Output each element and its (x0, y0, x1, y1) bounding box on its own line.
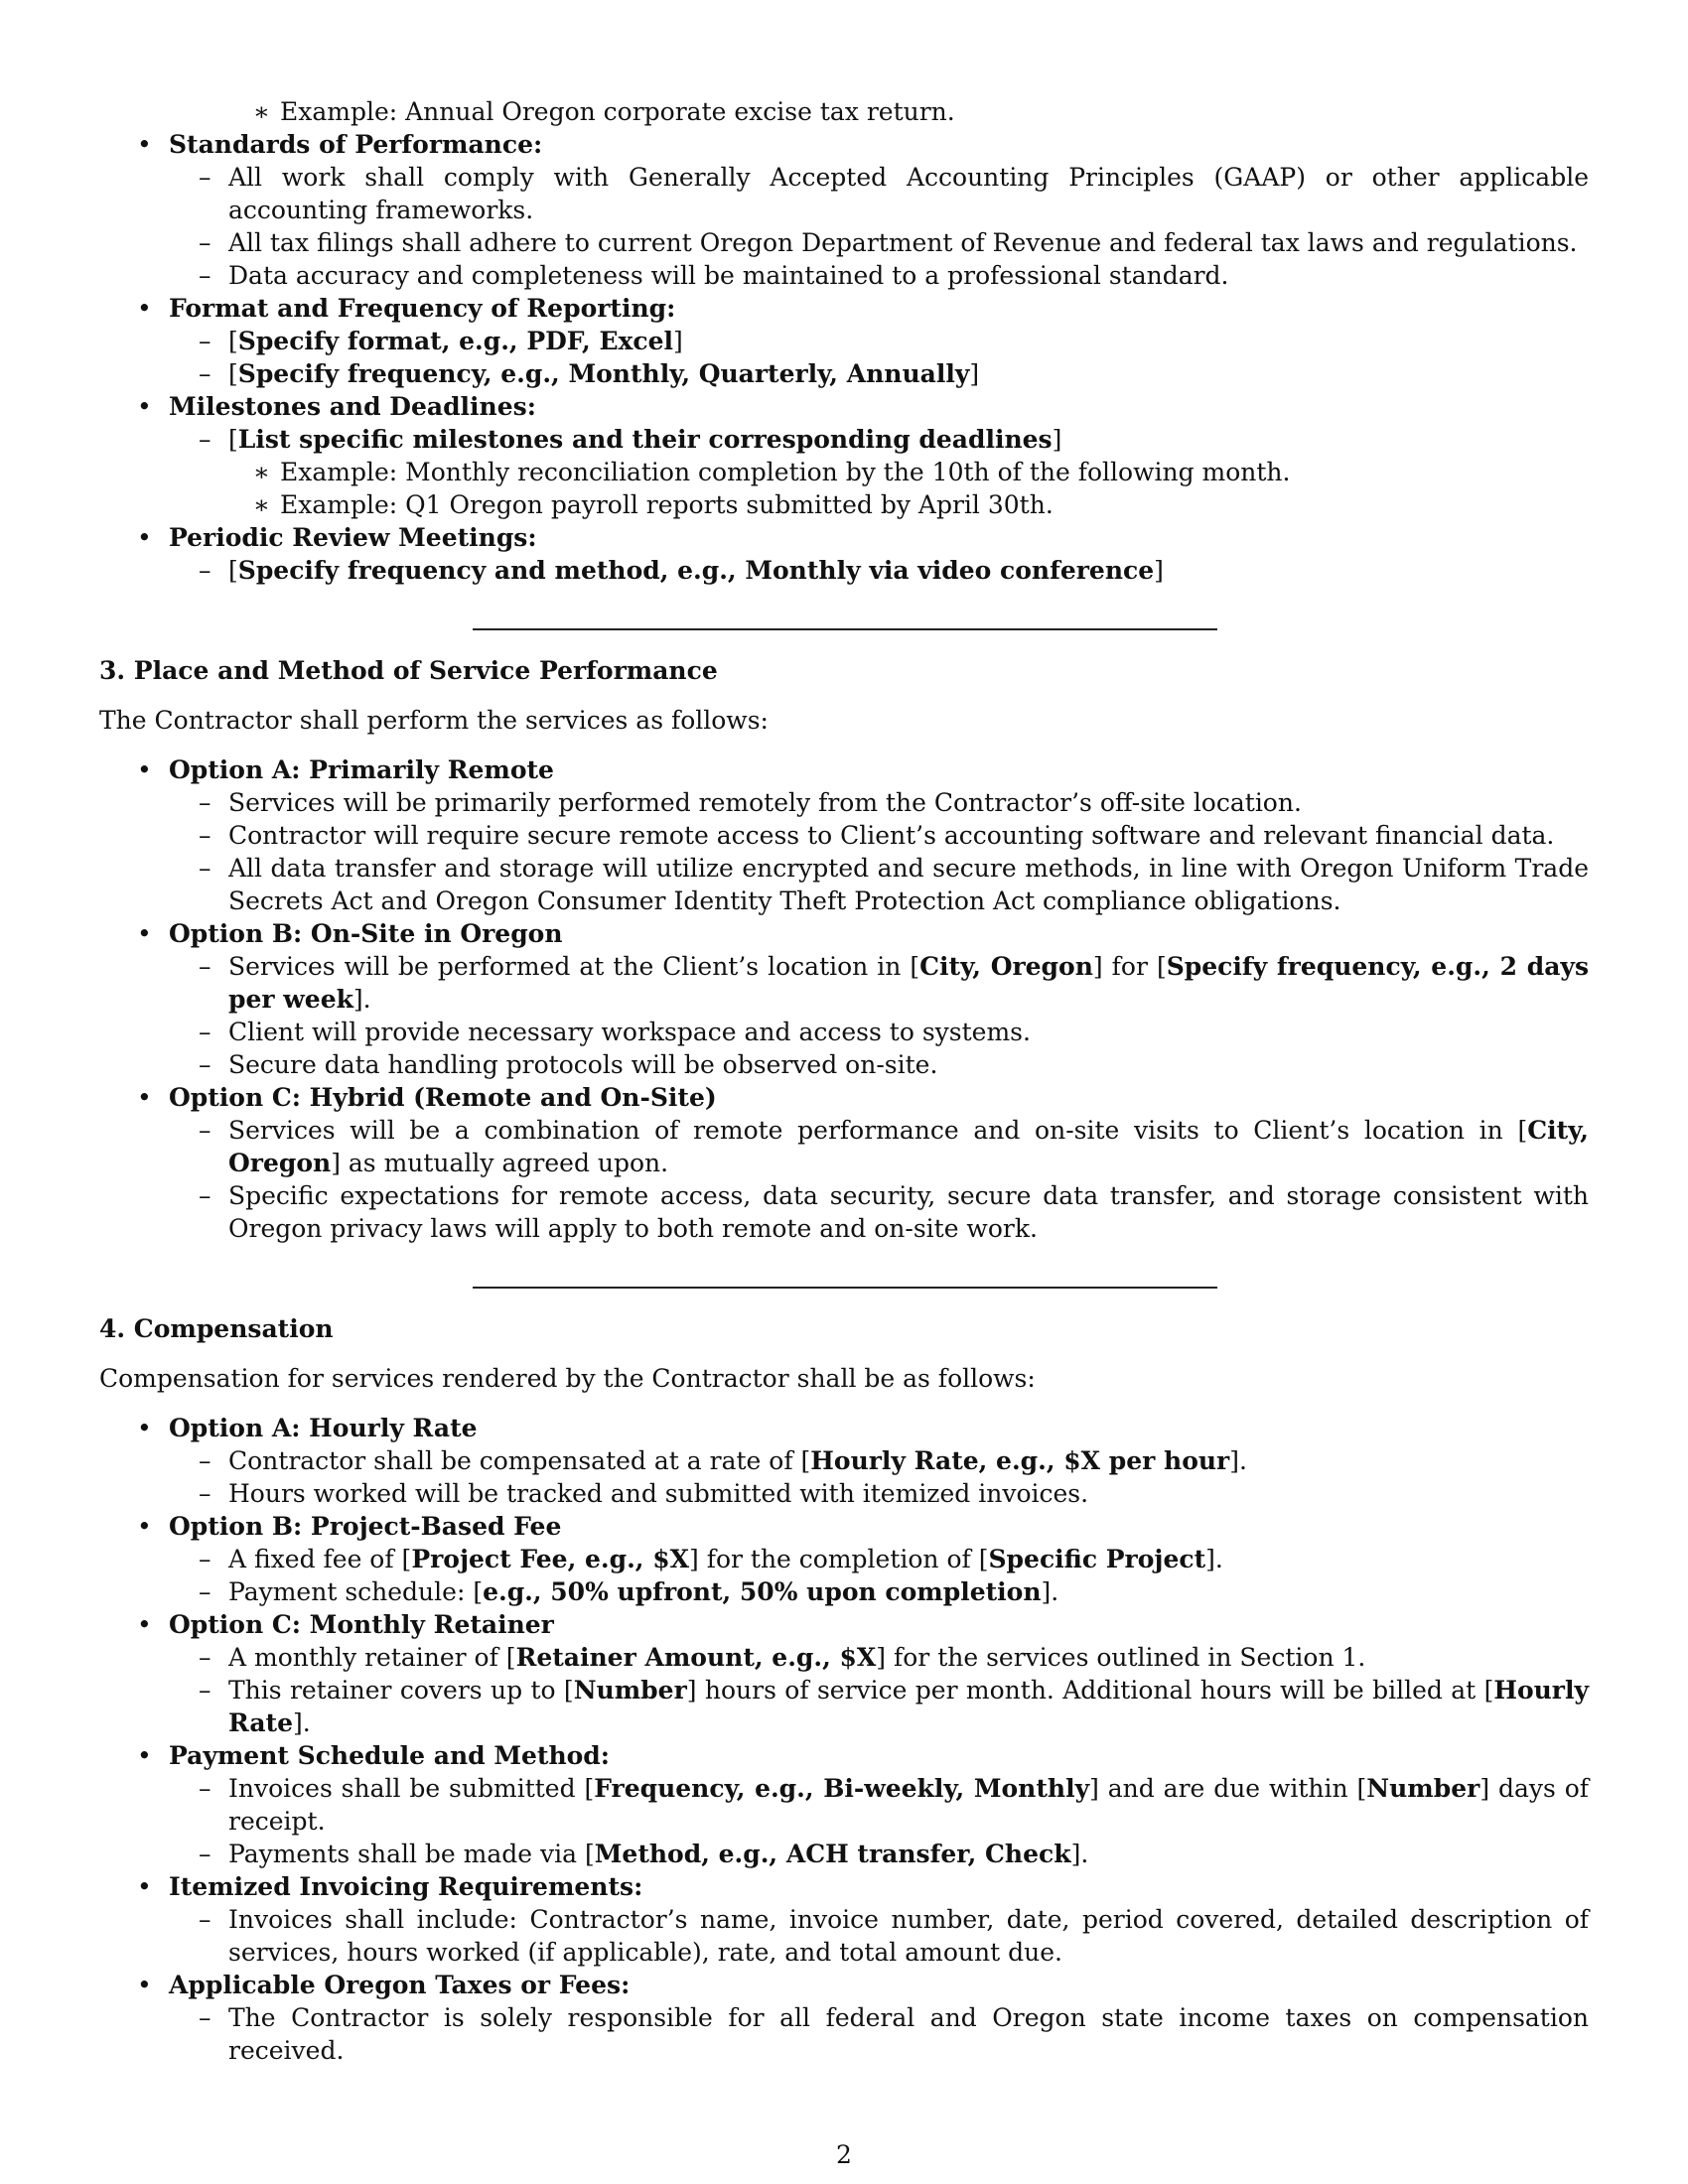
sub-sub-item (99, 488, 1589, 521)
item-text: ]. (1041, 1577, 1059, 1606)
list-marker: ∗ (253, 458, 270, 486)
item-text: The Contractor is solely responsible for all federal and Oregon state income taxes on compensation received. (228, 2003, 1589, 2065)
list-marker: • (137, 1512, 152, 1541)
sub-item (99, 1114, 1589, 1179)
bullet-item (99, 753, 1589, 786)
list-marker: – (199, 1774, 211, 1803)
list-marker: • (137, 919, 152, 948)
list-marker: – (199, 1479, 211, 1508)
item-title: Applicable Oregon Taxes or Fees: (169, 1971, 631, 1999)
list-marker: – (199, 425, 211, 454)
list-marker: – (199, 1840, 211, 1868)
placeholder-field: Specify frequency, e.g., Monthly, Quarterly, Annually (237, 359, 970, 388)
item-text: Specific expectations for remote access, data security, secure data transfer, and storage consistent with Oregon privacy laws will apply to both remote and on-site work. (228, 1181, 1589, 1243)
item-title: Milestones and Deadlines: (169, 392, 536, 421)
bullet-item (99, 128, 1589, 161)
item-text: Invoices shall include: Contractor’s name, invoice number, date, period covered, detailed description of services, hours worked (if applicable), rate, and total amount due. (228, 1905, 1589, 1967)
list-marker: – (199, 556, 211, 585)
item-title: Option C: Hybrid (Remote and On-Site) (169, 1083, 717, 1112)
sub-item (99, 1179, 1589, 1245)
item-title: Option A: Hourly Rate (169, 1414, 478, 1442)
bullet-item (99, 1969, 1589, 2001)
item-text: Services will be a combination of remote performance and on-site visits to Client’s location in [ (228, 1116, 1528, 1145)
sub-item (99, 1575, 1589, 1608)
list-marker: • (137, 1971, 152, 1999)
item-text: ] for the services outlined in Section 1. (876, 1643, 1366, 1672)
item-text: Secure data handling protocols will be observed on-site. (228, 1050, 938, 1079)
sub-item (99, 1444, 1589, 1477)
list-marker: – (199, 1050, 211, 1079)
item-text: Data accuracy and completeness will be maintained to a professional standard. (228, 261, 1229, 290)
item-text: ]. (1229, 1446, 1247, 1475)
sub-item (99, 1048, 1589, 1081)
item-text: ] for [ (1092, 952, 1167, 981)
list-marker: – (199, 359, 211, 388)
item-text: ]. (1205, 1545, 1223, 1573)
sub-item (99, 1903, 1589, 1969)
section-3-options-list (99, 753, 1589, 1245)
sub-sub-item (99, 95, 1589, 128)
sub-item (99, 1674, 1589, 1739)
list-marker: • (137, 392, 152, 421)
bullet-item (99, 1081, 1589, 1114)
list-marker: – (199, 821, 211, 850)
item-text: ] for the completion of [ (689, 1545, 989, 1573)
placeholder-field: Hourly Rate, e.g., $X per hour (810, 1446, 1230, 1475)
placeholder-field: Specify format, e.g., PDF, Excel (237, 327, 674, 355)
item-text: Example: Q1 Oregon payroll reports submitted by April 30th. (280, 490, 1054, 519)
placeholder-field: Hourly Rate (228, 1676, 1589, 1737)
sub-item (99, 852, 1589, 917)
sub-item (99, 950, 1589, 1016)
list-marker: – (199, 788, 211, 817)
sub-item (99, 1641, 1589, 1674)
item-title: Payment Schedule and Method: (169, 1741, 611, 1770)
placeholder-field: Frequency, e.g., Bi-weekly, Monthly (594, 1774, 1090, 1803)
list-marker: – (199, 327, 211, 355)
sub-item (99, 259, 1589, 292)
sub-item (99, 786, 1589, 819)
item-text: Invoices shall be submitted [ (228, 1774, 595, 1803)
list-marker: • (137, 1414, 152, 1442)
item-text: Payments shall be made via [ (228, 1840, 595, 1868)
sub-item: – [List specific milestones and their corresponding deadlines] (199, 425, 1062, 454)
sub-item: – [Specify frequency, e.g., Monthly, Quarterly, Annually] (199, 359, 980, 388)
item-text: All data transfer and storage will utilize encrypted and secure methods, in line with Oregon Uniform Trade Secrets Act and Oregon Consumer Identity Theft Protection Act compliance obligations. (228, 854, 1589, 915)
list-marker: • (137, 523, 152, 552)
list-marker: – (199, 1577, 211, 1606)
sub-item (99, 819, 1589, 852)
item-text: ] and are due within [ (1089, 1774, 1367, 1803)
item-text: ] as mutually agreed upon. (331, 1149, 669, 1177)
item-text: ]. (1070, 1840, 1089, 1868)
list-marker: – (199, 163, 211, 192)
item-title: Periodic Review Meetings: (169, 523, 537, 552)
item-text: Contractor will require secure remote access to Client’s accounting software and relevant financial data. (228, 821, 1555, 850)
list-marker: – (199, 1018, 211, 1046)
sub-item (99, 1477, 1589, 1510)
item-title: Option C: Monthly Retainer (169, 1610, 554, 1639)
bullet-item (99, 1739, 1589, 1772)
list-marker: – (199, 2003, 211, 2032)
section-4-intro: Compensation for services rendered by the Contractor shall be as follows: (99, 1364, 1036, 1393)
section-divider (473, 1287, 1217, 1289)
placeholder-field: Specify frequency and method, e.g., Monthly via video conference (237, 556, 1155, 585)
placeholder-field: City, Oregon (919, 952, 1093, 981)
item-text: ] days of receipt. (228, 1774, 1590, 1836)
placeholder-field: City, Oregon (228, 1116, 1589, 1177)
sub-item (99, 161, 1589, 226)
list-marker: – (199, 261, 211, 290)
list-marker: – (199, 952, 211, 981)
placeholder-field: List specific milestones and their corresponding deadlines (237, 425, 1053, 454)
item-text: Services will be performed at the Client’s location in [ (228, 952, 920, 981)
section-4-heading: 4. Compensation (99, 1314, 334, 1343)
scope-continuation-list (99, 95, 1589, 587)
item-text: ]. (293, 1708, 311, 1737)
list-marker: – (199, 1116, 211, 1145)
bullet-item (99, 1412, 1589, 1444)
bullet-item (99, 521, 1589, 554)
page-number: 2 (836, 2140, 852, 2169)
bullet-item (99, 1608, 1589, 1641)
list-marker: ∗ (253, 97, 270, 126)
placeholder-field: Number (1366, 1774, 1480, 1803)
list-marker: – (199, 1181, 211, 1210)
item-text: All work shall comply with Generally Accepted Accounting Principles (GAAP) or other applicable accounting frameworks. (228, 163, 1589, 224)
item-text: Example: Annual Oregon corporate excise tax return. (280, 97, 955, 126)
list-marker: – (199, 854, 211, 883)
bullet-item (99, 1510, 1589, 1543)
item-text: Contractor shall be compensated at a rate of [ (228, 1446, 811, 1475)
list-marker: • (137, 1083, 152, 1112)
item-text: All tax filings shall adhere to current Oregon Department of Revenue and federal tax laws and regulations. (228, 228, 1578, 257)
placeholder-field: Project Fee, e.g., $X (411, 1545, 689, 1573)
sub-item: – [Specify frequency and method, e.g., Monthly via video conference] (199, 556, 1164, 585)
item-title: Option A: Primarily Remote (169, 755, 554, 784)
list-marker: – (199, 1545, 211, 1573)
list-marker: – (199, 1643, 211, 1672)
list-marker: • (137, 294, 152, 323)
item-text: Services will be primarily performed remotely from the Contractor’s off-site location. (228, 788, 1302, 817)
item-text: Payment schedule: [ (228, 1577, 484, 1606)
sub-item (99, 1772, 1589, 1838)
sub-item (99, 1543, 1589, 1575)
list-marker: – (199, 228, 211, 257)
sub-item (99, 226, 1589, 259)
section-3-heading: 3. Place and Method of Service Performance (99, 656, 718, 685)
bullet-item (99, 292, 1589, 325)
item-text: A fixed fee of [ (228, 1545, 412, 1573)
item-text: ]. (352, 985, 371, 1014)
section-3-intro: The Contractor shall perform the services as follows: (99, 706, 769, 735)
item-title: Option B: Project-Based Fee (169, 1512, 562, 1541)
placeholder-field: Number (573, 1676, 687, 1705)
sub-item: – [Specify format, e.g., PDF, Excel] (199, 327, 683, 355)
list-marker: • (137, 755, 152, 784)
item-text: This retainer covers up to [ (228, 1676, 574, 1705)
placeholder-field: Method, e.g., ACH transfer, Check (594, 1840, 1071, 1868)
bullet-item (99, 1870, 1589, 1903)
bullet-item (99, 917, 1589, 950)
section-4-options-list (99, 1412, 1589, 2067)
item-text: Client will provide necessary workspace and access to systems. (228, 1018, 1031, 1046)
list-marker: – (199, 1446, 211, 1475)
list-marker: – (199, 1676, 211, 1705)
item-text: Hours worked will be tracked and submitted with itemized invoices. (228, 1479, 1089, 1508)
sub-item (99, 1016, 1589, 1048)
list-marker: • (137, 1872, 152, 1901)
placeholder-field: Specify frequency, e.g., 2 days per week (228, 952, 1590, 1014)
list-marker: • (137, 1610, 152, 1639)
item-text: Example: Monthly reconciliation completion by the 10th of the following month. (280, 458, 1291, 486)
item-title: Option B: On-Site in Oregon (169, 919, 563, 948)
list-marker: • (137, 130, 152, 159)
item-title: Standards of Performance: (169, 130, 543, 159)
list-marker: • (137, 1741, 152, 1770)
list-marker: – (199, 1905, 211, 1934)
placeholder-field: e.g., 50% upfront, 50% upon completion (483, 1577, 1042, 1606)
item-text: A monthly retainer of [ (228, 1643, 516, 1672)
section-divider (473, 628, 1217, 630)
item-title: Itemized Invoicing Requirements: (169, 1872, 643, 1901)
list-marker: ∗ (253, 490, 270, 519)
sub-sub-item (99, 456, 1589, 488)
document-page (99, 95, 1589, 2067)
item-title: Format and Frequency of Reporting: (169, 294, 676, 323)
sub-item (99, 2001, 1589, 2067)
placeholder-field: Specific Project (988, 1545, 1206, 1573)
bullet-item (99, 390, 1589, 423)
item-text: ] hours of service per month. Additional hours will be billed at [ (686, 1676, 1494, 1705)
sub-item (99, 1838, 1589, 1870)
placeholder-field: Retainer Amount, e.g., $X (515, 1643, 877, 1672)
